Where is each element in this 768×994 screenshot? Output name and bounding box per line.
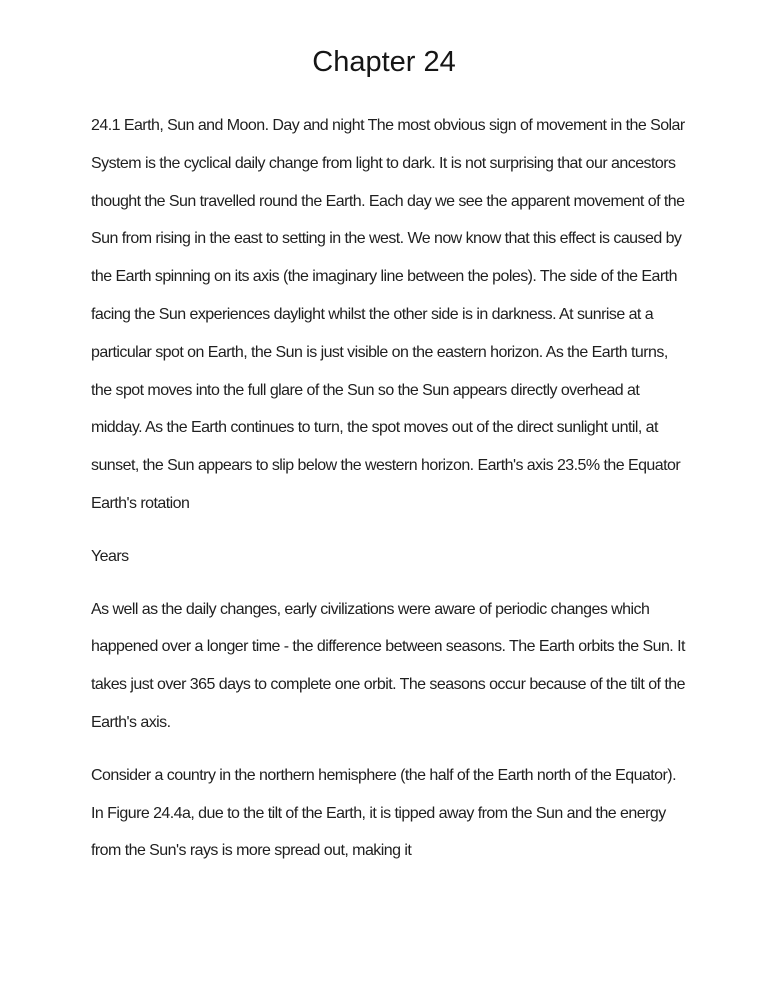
paragraph-seasons: As well as the daily changes, early civilizations were aware of periodic changes which happened over a longer time - the difference between seasons. The Earth orbits the Sun. It takes just over 365 days to complete one orbit. The seasons occur because of the tilt of the Earth's axis. [91,600,685,731]
page-header [0,0,768,79]
page-body [0,79,768,870]
paragraph-northern-hemisphere: Consider a country in the northern hemisphere (the half of the Earth north of the Equator). In Figure 24.4a, due to the tilt of the Earth, it is tipped away from the Sun and the energy from the Sun's rays is more spread out, making it [91,766,676,860]
paragraph-years-heading: Years [91,547,129,565]
paragraph-day-and-night: 24.1 Earth, Sun and Moon. Day and night The most obvious sign of movement in the Solar System is the cyclical daily change from light to dark. It is not surprising that our ancestors thought the Sun travelled round the Earth. Each day we see the apparent movement of the Sun from rising in the east to setting in the west. We now know that this effect is caused by the Earth spinning on its axis (the imaginary line between the poles). The side of the Earth facing the Sun experiences daylight whilst the other side is in darkness. At sunrise at a particular spot on Earth, the Sun is just visible on the eastern horizon. As the Earth turns, the spot moves into the full glare of the Sun so the Sun appears directly overhead at midday. As the Earth continues to turn, the spot moves out of the direct sunlight until, at sunset, the Sun appears to slip below the western horizon. Earth's axis 23.5% the Equator Earth's rotation [91,117,685,512]
page-title: Chapter 24 [312,46,456,78]
